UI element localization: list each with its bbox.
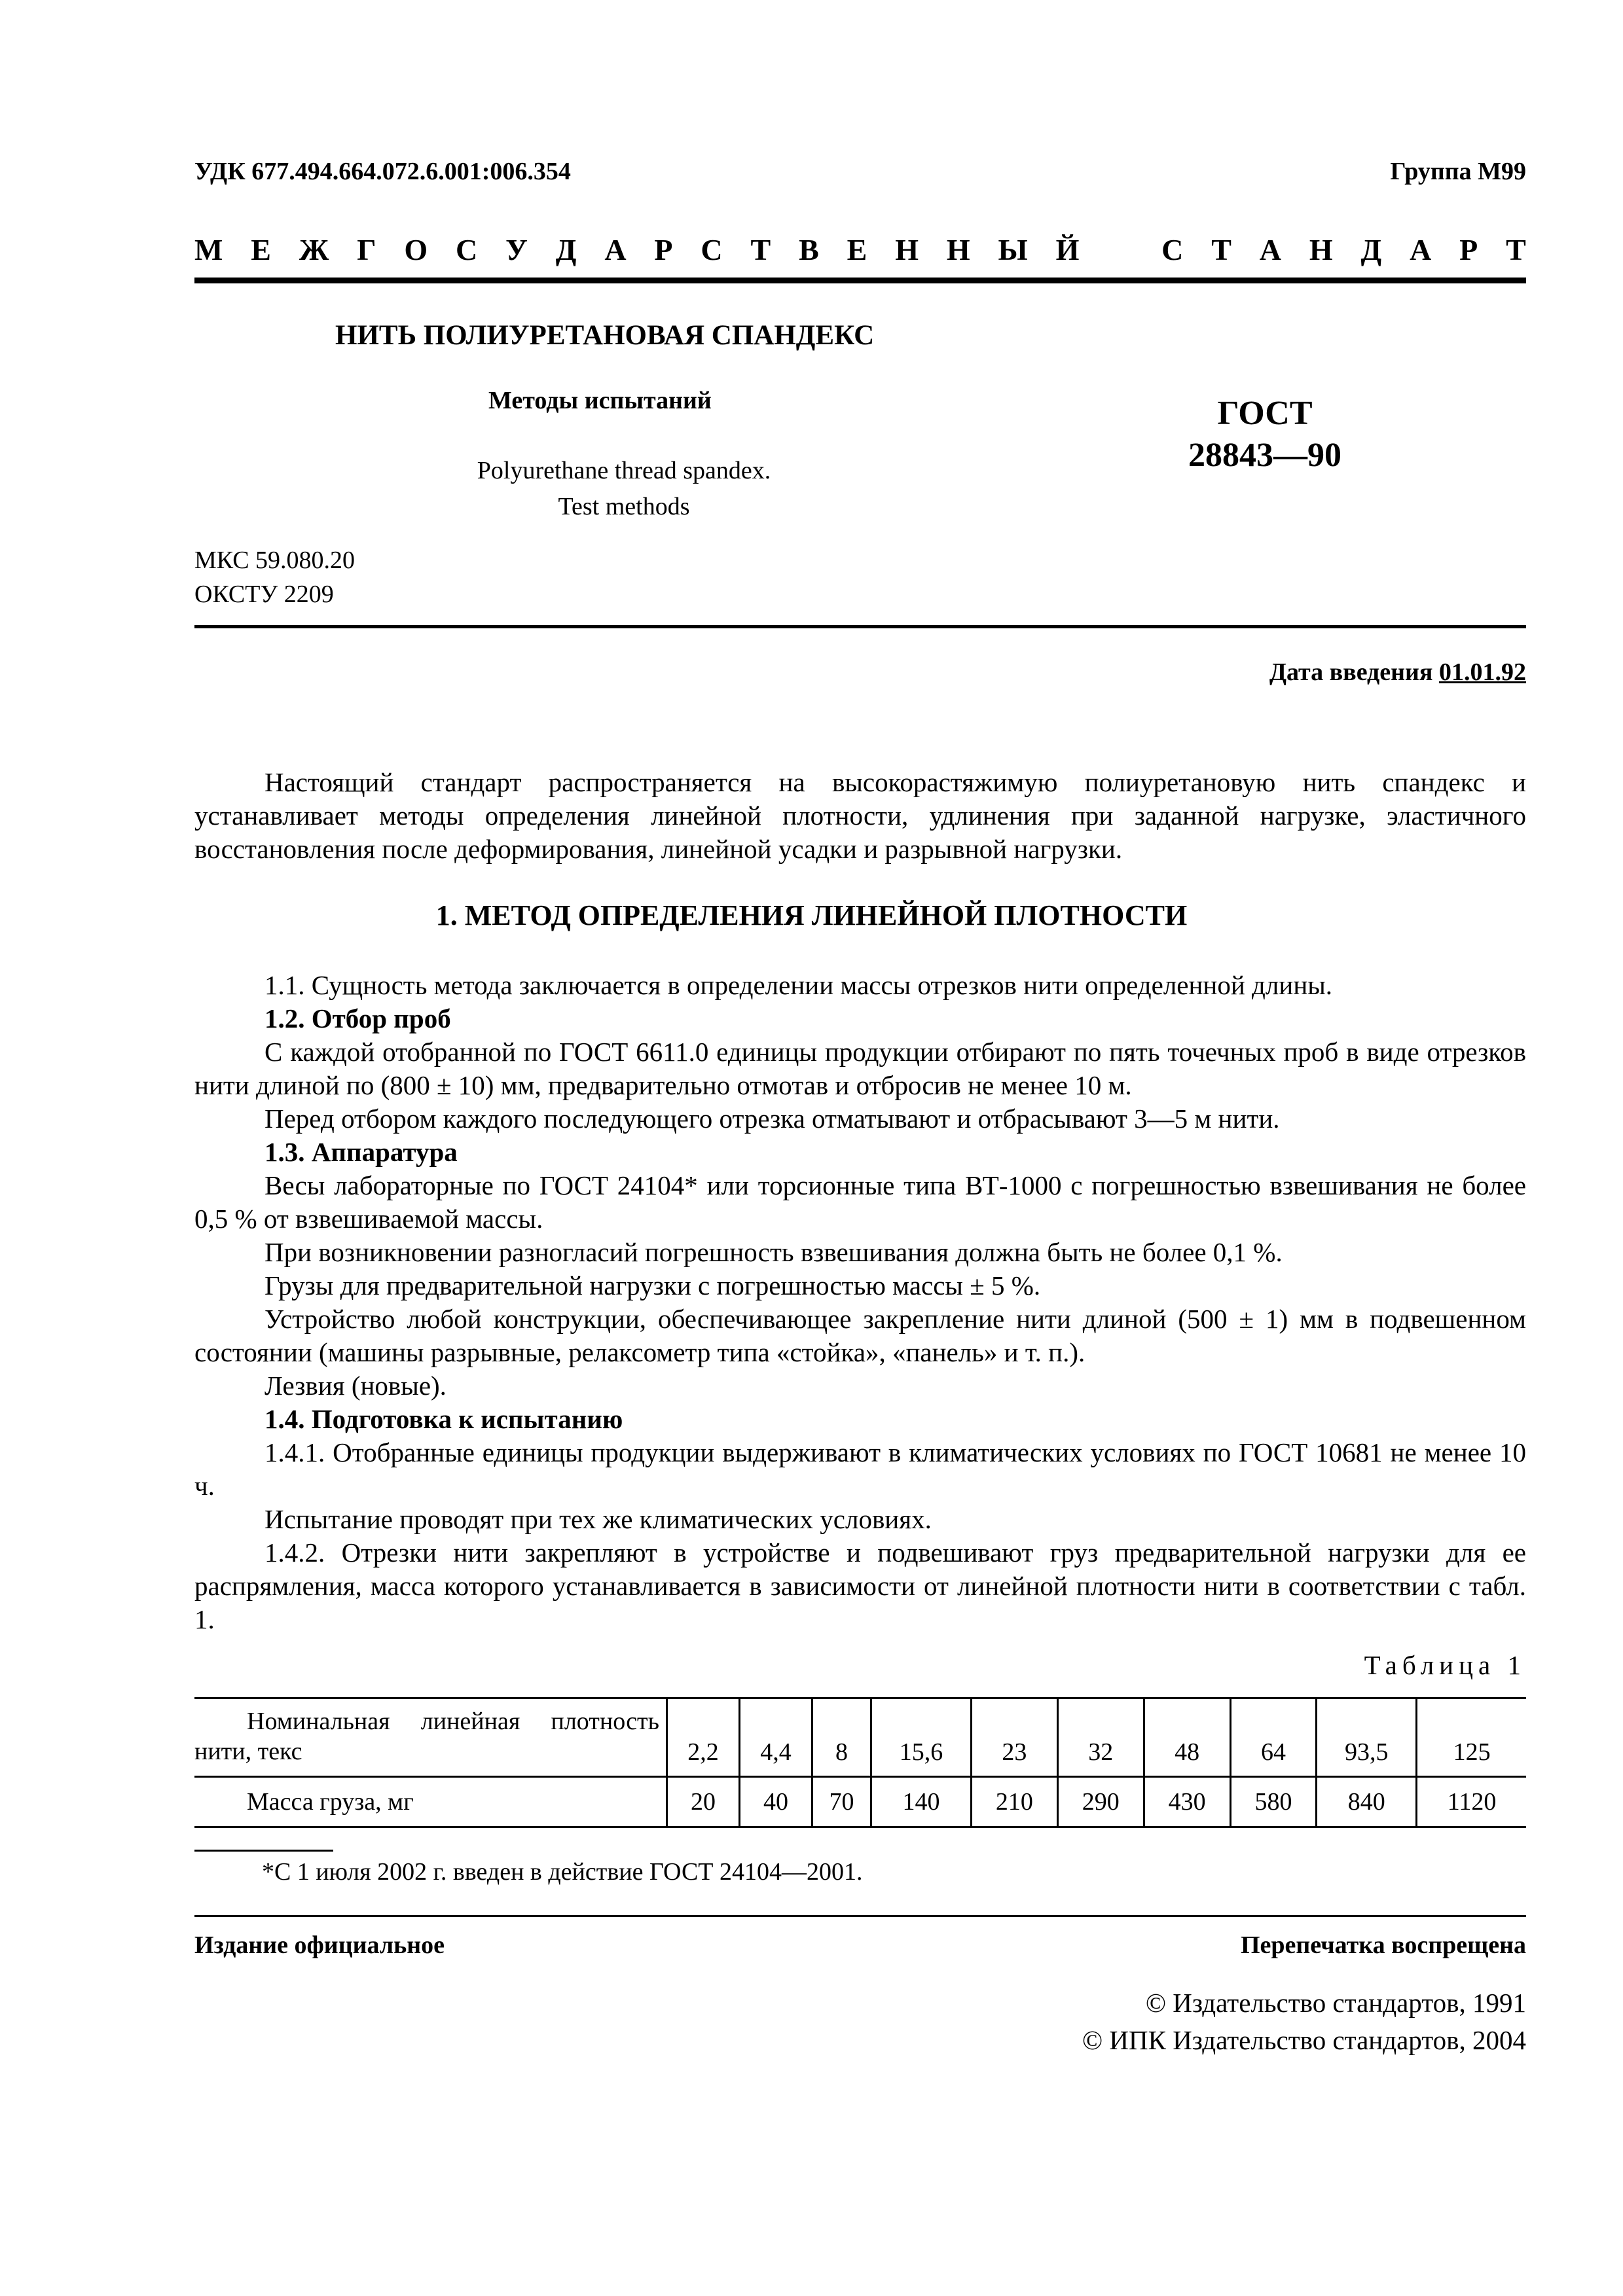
copyright-line: © Издательство стандартов, 1991 xyxy=(1145,1988,1526,2018)
paragraph-1-3-c: Грузы для предварительной нагрузки с погрешностью массы ± 5 %. xyxy=(264,1270,1041,1300)
table-cell: 125 xyxy=(1417,1698,1526,1777)
table-cell: 840 xyxy=(1317,1777,1417,1827)
paragraph-1-3-a: Весы лабораторные по ГОСТ 24104* или торсионные типа ВТ-1000 с погрешностью взвешивания не более 0,5 % от взвешиваемой массы. xyxy=(194,1170,1526,1234)
banner-letter: А xyxy=(1410,233,1432,266)
banner-letter: А xyxy=(604,233,627,266)
heading-1-2: 1.2. Отбор проб xyxy=(264,1003,451,1033)
banner-letter: Д xyxy=(1360,233,1382,266)
banner-letter: Г xyxy=(357,233,376,266)
heading-1-3: 1.3. Аппаратура xyxy=(264,1137,458,1167)
banner-letter: Д xyxy=(555,233,577,266)
okstu-code: ОКСТУ 2209 xyxy=(194,581,334,608)
table-cell: 580 xyxy=(1230,1777,1317,1827)
copyright-line: © ИПК Издательство стандартов, 2004 xyxy=(1082,2025,1526,2055)
copyright-block xyxy=(1082,1984,1526,2059)
table-cell: 23 xyxy=(971,1698,1057,1777)
document-title: НИТЬ ПОЛИУРЕТАНОВАЯ СПАНДЕКС xyxy=(335,320,875,351)
udk-code: УДК 677.494.664.072.6.001:006.354 xyxy=(194,158,571,185)
row-header-mass xyxy=(194,1777,667,1827)
banner-letter: Р xyxy=(1459,233,1478,266)
table-row xyxy=(194,1698,1526,1777)
banner-letter: М xyxy=(194,233,223,266)
footnote-rule xyxy=(194,1850,333,1852)
table-cell: 4,4 xyxy=(740,1698,812,1777)
introduction-date xyxy=(1269,658,1526,687)
banner-letter: Ы xyxy=(998,233,1028,266)
banner-letter: У xyxy=(505,233,528,266)
document-subtitle: Методы испытаний xyxy=(488,387,712,414)
heading-1-4: 1.4. Подготовка к испытанию xyxy=(264,1404,623,1434)
table-cell: 70 xyxy=(812,1777,871,1827)
table-cell: 2,2 xyxy=(667,1698,740,1777)
header-rule xyxy=(194,278,1526,283)
section-body xyxy=(194,969,1526,1636)
banner-letter: Т xyxy=(1506,233,1526,266)
table-cell: 1120 xyxy=(1417,1777,1526,1827)
row-header-density xyxy=(194,1698,667,1777)
table-caption: Таблица 1 xyxy=(1364,1650,1526,1680)
footnote: *С 1 июля 2002 г. введен в действие ГОСТ 24104—2001. xyxy=(262,1858,863,1886)
row-header-line: Масса груза, мг xyxy=(247,1788,414,1816)
paragraph-1-4-1: 1.4.1. Отобранные единицы продукции выдерживают в климатических условиях по ГОСТ 10681 не менее 10 ч. xyxy=(194,1437,1526,1501)
banner-letter: Н xyxy=(895,233,919,266)
banner-letter: Т xyxy=(750,233,771,266)
paragraph-1-4-1-b: Испытание проводят при тех же климатических условиях. xyxy=(264,1504,932,1534)
banner-letter: А xyxy=(1259,233,1281,266)
banner-letter: Р xyxy=(654,233,673,266)
paragraph-1-3-d: Устройство любой конструкции, обеспечивающее закрепление нити длиной (500 ± 1) мм в подвешенном состоянии (машины разрывные, релаксометр типа «стойка», «панель» и т. п.). xyxy=(194,1304,1526,1367)
table-cell: 8 xyxy=(812,1698,871,1777)
paragraph-1-3-e: Лезвия (новые). xyxy=(264,1371,447,1401)
banner-letter: О xyxy=(404,233,428,266)
table-cell: 15,6 xyxy=(871,1698,972,1777)
gost-code: 28843—90 xyxy=(1188,437,1341,474)
table-cell: 64 xyxy=(1230,1698,1317,1777)
row-header-line: нити, текс xyxy=(194,1738,302,1765)
banner-letter: Т xyxy=(1211,233,1231,266)
banner-letter: Й xyxy=(1055,233,1080,266)
group-code: Группа М99 xyxy=(1390,158,1526,185)
paragraph-1-4-2: 1.4.2. Отрезки нити закрепляют в устройстве и подвешивают груз предварительной нагрузки для ее распрямления, масса которого устанавливается в зависимости от линейной плотности нити в соответствии с табл. 1. xyxy=(194,1537,1526,1634)
banner-letter: В xyxy=(799,233,819,266)
banner-letter: Ж xyxy=(299,233,329,266)
table-cell: 140 xyxy=(871,1777,972,1827)
intro-paragraph: Настоящий стандарт распространяется на высокорастяжимую полиуретановую нить спандекс и устанавливает методы определения линейной плотности, удлинения при заданной нагрузке, эластичного восстановления после деформирования, линейной усадки и разрывной нагрузки. xyxy=(194,767,1526,864)
table-row xyxy=(194,1777,1526,1827)
gost-label: ГОСТ xyxy=(1217,395,1313,432)
banner-letter: С xyxy=(456,233,478,266)
paragraph-1-2-b: Перед отбором каждого последующего отрезка отматывают и отбрасывают 3—5 м нити. xyxy=(264,1103,1280,1134)
banner-letter: Н xyxy=(946,233,970,266)
reprint-prohibited: Перепечатка воспрещена xyxy=(1240,1931,1526,1959)
table-1 xyxy=(194,1697,1526,1828)
table-cell: 48 xyxy=(1144,1698,1230,1777)
english-title: Polyurethane thread spandex. Test methods xyxy=(477,457,771,520)
table-cell: 32 xyxy=(1057,1698,1144,1777)
paragraph-1-3-b: При возникновении разногласий погрешность взвешивания должна быть не более 0,1 %. xyxy=(264,1237,1283,1267)
date-value: 01.01.92 xyxy=(1439,658,1526,686)
banner-letter: Е xyxy=(251,233,271,266)
interstate-standard-banner xyxy=(194,232,1526,267)
banner-letter: Н xyxy=(1309,233,1333,266)
row-header-line: Номинальная линейная плотность xyxy=(247,1708,659,1735)
classification-codes xyxy=(194,543,355,611)
table-cell: 290 xyxy=(1057,1777,1144,1827)
table-cell: 430 xyxy=(1144,1777,1230,1827)
paragraph-1-2-a: С каждой отобранной по ГОСТ 6611.0 единицы продукции отбирают по пять точечных проб в виде отрезков нити длиной по (800 ± 10) мм, предварительно отмотав и отбросив не менее 10 м. xyxy=(194,1037,1526,1100)
gost-number xyxy=(1188,393,1341,476)
banner-letter: Е xyxy=(847,233,867,266)
intro-block xyxy=(194,766,1526,866)
footer-rule xyxy=(194,1915,1526,1917)
date-label: Дата введения xyxy=(1269,658,1433,686)
table-cell: 93,5 xyxy=(1317,1698,1417,1777)
section-heading: 1. МЕТОД ОПРЕДЕЛЕНИЯ ЛИНЕЙНОЙ ПЛОТНОСТИ xyxy=(435,899,1188,931)
table-cell: 210 xyxy=(971,1777,1057,1827)
paragraph-1-1: 1.1. Сущность метода заключается в определении массы отрезков нити определенной длины. xyxy=(264,970,1333,1000)
official-edition: Издание официальное xyxy=(194,1931,445,1959)
table-cell: 40 xyxy=(740,1777,812,1827)
banner-letter: С xyxy=(701,233,723,266)
title-rule xyxy=(194,625,1526,628)
banner-letter: С xyxy=(1161,233,1184,266)
mks-code: МКС 59.080.20 xyxy=(194,547,356,574)
table-cell: 20 xyxy=(667,1777,740,1827)
banner-gap xyxy=(1107,232,1133,267)
